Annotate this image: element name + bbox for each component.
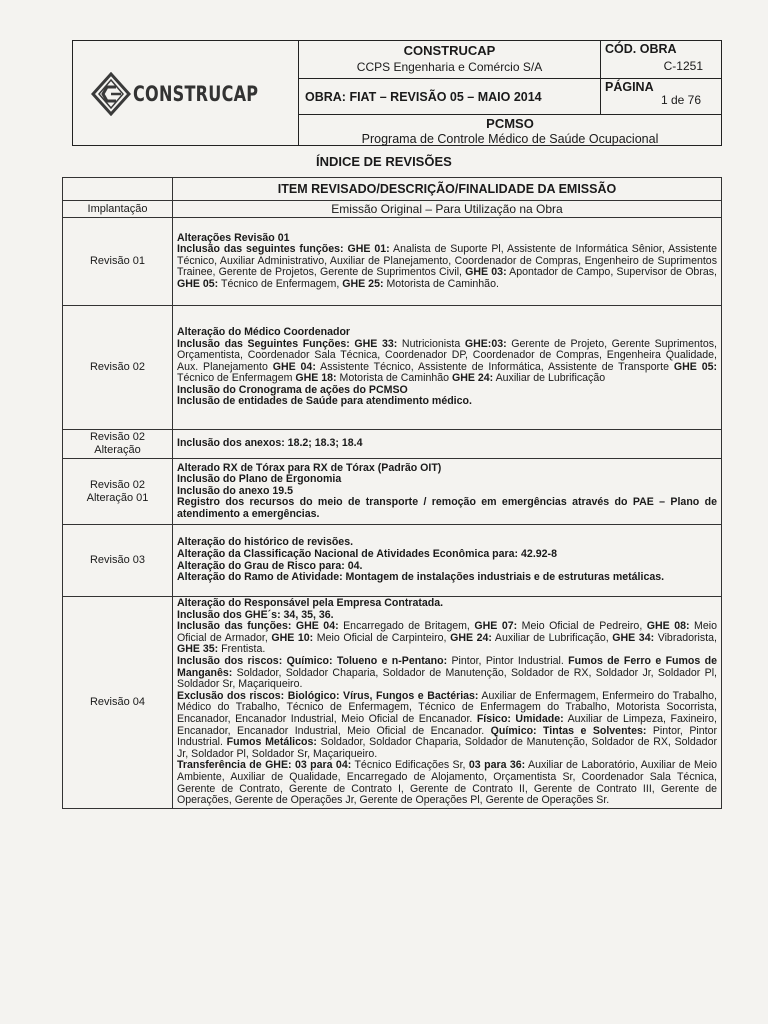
bold-text: GHE 24: (450, 631, 492, 644)
table-row (63, 306, 722, 430)
revisions-table (62, 177, 722, 809)
bold-text: GHE 07: (474, 620, 518, 633)
description-line: Inclusão das seguintes funções: GHE 01: Analista de Suporte Pl, Assistente de Informática Sênior, Assistente Técnico, Auxiliar Administrativo, Auxiliar de Planejamento, Coordenador de Compras, Engenheiro de Suprimentos Trainee, Gerente de Projetos, Gerente de Suprimentos Civil, GHE 03: Apontador de Campo, Supervisor de Obras, GHE 05: Técnico de Enfermagem, GHE 25: Motorista de Caminhão. (177, 243, 717, 290)
bold-text: Inclusão do Cronograma de ações do PCMSO (177, 383, 408, 396)
table-row-implantacao (63, 201, 722, 218)
bold-text: Alteração do Responsável pela Empresa Contratada. (177, 597, 444, 609)
row-label: Implantação (63, 201, 173, 218)
bold-text: Inclusão de entidades de Saúde para atendimento médico. (177, 395, 472, 408)
bold-text: Inclusão das Seguintes Funções: GHE 33: (177, 337, 398, 350)
bold-text: Alteração da Classificação Nacional de Atividades Econômica para: 42.92-8 (177, 547, 557, 560)
description-line: Transferência de GHE: 03 para 04: Técnico Edificações Sr, 03 para 36: Auxiliar de Laboratório, Auxiliar de Meio Ambiente, Auxiliar de Qualidade, Encarregado de Alojamento, Orçamentista Sr, Coordenador Sala Técnica, Gerente de Contrato, Gerente de Contrato I, Gerente de Contrato II, Gerente de Contrato III, Gerente de Operações, Gerente de Operações Jr, Gerente de Operações Pl, Gerente de Operações Sr. (177, 759, 718, 807)
bold-text: Inclusão do anexo 19.5 (177, 484, 293, 497)
doc-code: PCMSO (486, 116, 534, 131)
revision-description (173, 597, 722, 809)
bold-text: Alterado RX de Tórax para RX de Tórax (Padrão OIT) (177, 461, 442, 474)
description-line: Inclusão dos riscos: Químico: Tolueno e n-Pentano: Pintor, Pintor Industrial. Fumos de Ferro e Fumos de Manganês: Soldador, Soldador Chaparia, Soldador de Manutenção, Soldador de RX, Soldador Jr, Soldador Pl, Soldador Sr, Maçariqueiro. (177, 654, 717, 691)
bold-text: Inclusão das seguintes funções: GHE 01: (177, 243, 390, 256)
bold-text: GHE 05: (177, 277, 219, 290)
bold-text: Inclusão dos GHE´s: 34, 35, 36. (177, 608, 334, 621)
revision-description (173, 430, 722, 459)
page-cell (601, 79, 721, 115)
company-full-name: CCPS Engenharia e Comércio S/A (356, 60, 543, 74)
page-number: 1 de 76 (660, 93, 701, 107)
table-row (63, 218, 722, 306)
bold-text: GHE 18: (295, 372, 337, 385)
bold-text: Alteração do Grau de Risco para: 04. (177, 559, 363, 572)
description-line: Inclusão das Seguintes Funções: GHE 33: Nutricionista GHE:03: Gerente de Projeto, Gerente Suprimentos, Orçamentista, Coordenador Sala Técnica, Coordenador DP, Coordenador de Compras, Engenheira Qualidade, Aux. Planejamento GHE 04: Assistente Técnico, Assistente de Informática, Assistente de Transporte GHE 05: Técnico de Enfermagem GHE 18: Motorista de Caminhão GHE 24: Auxiliar de Lubrificação (177, 337, 718, 385)
bold-text: Alteração do Médico Coordenador (177, 325, 351, 338)
bold-text: Inclusão das funções: GHE 04: (177, 620, 339, 633)
revision-label: Revisão 04 (63, 597, 173, 809)
description-line (177, 396, 717, 408)
revision-description (173, 459, 722, 525)
revision-label: Revisão 02 Alteração 01 (63, 459, 173, 525)
table-row (63, 459, 722, 525)
bold-text: Fumos Metálicos: (226, 736, 317, 749)
logo-text: CONSTRUCAP (132, 81, 259, 106)
bold-text: GHE 10: (271, 631, 314, 644)
bold-text: GHE 08: (646, 620, 690, 633)
description-line (177, 438, 717, 450)
bold-text: Químico: Tintas e Solventes: (490, 724, 647, 737)
page-label: PÁGINA (605, 80, 654, 94)
bold-text: Inclusão dos anexos: 18.2; 18.3; 18.4 (177, 437, 363, 450)
description-line: Exclusão dos riscos: Biológico: Vírus, Fungos e Bactérias: Auxiliar de Enfermagem, Enfermeiro do Trabalho, Médico do Trabalho, Técnico de Enfermagem, Técnico de Enfermagem do Trabalho, Motorista Socorrista, Encanador, Encanador Industrial, Meio Oficial de Encanador. Físico: Umidade: Auxiliar de Limpeza, Faxineiro, Encanador, Encanador Industrial, Meio Oficial de Encanador. Químico: Tintas e Solventes: Pintor, Pintor Industrial. Fumos Metálicos: Soldador, Soldador Chaparia, Soldador de Manutenção, Soldador de RX, Soldador Jr, Soldador Pl, Soldador Sr, Maçariqueiro. (177, 689, 717, 760)
revision-label: Revisão 01 (63, 218, 173, 306)
bold-text: GHE 25: (342, 277, 384, 290)
revision-description (173, 218, 722, 306)
cod-obra-cell (601, 41, 721, 79)
bold-text: GHE 04: (272, 360, 316, 373)
table-row (63, 597, 722, 809)
company-logo (91, 72, 280, 116)
description-line: Inclusão das funções: GHE 04: Encarregado de Britagem, GHE 07: Meio Oficial de Pedreiro, GHE 08: Meio Oficial de Armador, GHE 10: Meio Oficial de Carpinteiro, GHE 24: Auxiliar de Lubrificação, GHE 34: Vibradorista, GHE 35: Frentista. (177, 620, 717, 656)
table-header-row (63, 178, 722, 201)
table-header: ITEM REVISADO/DESCRIÇÃO/FINALIDADE DA EMISSÃO (173, 178, 722, 201)
revision-label: Revisão 03 (63, 525, 173, 597)
doc-title-cell (299, 115, 721, 146)
bold-text: Alteração do Ramo de Atividade: Montagem de instalações industriais e de estruturas metálicas. (177, 571, 665, 584)
description-line (177, 572, 717, 584)
logo-cell (73, 41, 299, 146)
bold-text: GHE 03: (465, 266, 507, 279)
revision-description (173, 525, 722, 597)
bold-text: Transferência de GHE: 03 para 04: (177, 759, 352, 772)
construcap-diamond-icon (91, 72, 131, 116)
bold-text: Inclusão dos riscos: Químico: Tolueno e n-Pentano: (177, 654, 448, 667)
index-title: ÍNDICE DE REVISÕES (316, 154, 452, 169)
table-row (63, 430, 722, 459)
bold-text: Alterações Revisão 01 (177, 231, 290, 244)
bold-text: Alteração do histórico de revisões. (177, 536, 354, 549)
table-row (63, 525, 722, 597)
bold-text: Fumos de Ferro e Fumos de Manganês: (177, 654, 717, 679)
company-cell (299, 41, 601, 79)
bold-text: 03 para 36: (468, 759, 526, 772)
description-line (177, 497, 717, 520)
bold-text: Físico: Umidade: (476, 712, 564, 725)
bold-text: Registro dos recursos do meio de transporte / remoção em emergências através do PAE – Plano de atendimento a emergências. (177, 496, 717, 520)
bold-text: GHE 35: (177, 643, 219, 656)
revision-label: Revisão 02 (63, 306, 173, 430)
obra-title: OBRA: FIAT – REVISÃO 05 – MAIO 2014 (305, 90, 542, 104)
cod-obra-label: CÓD. OBRA (605, 42, 677, 56)
bold-text: GHE 24: (452, 372, 494, 385)
bold-text: GHE 34: (612, 631, 655, 644)
header-empty-cell (63, 178, 173, 201)
obra-cell (299, 79, 601, 115)
bold-text: Exclusão dos riscos: Biológico: Vírus, Fungos e Bactérias: (177, 689, 479, 702)
revision-label: Revisão 02 Alteração (63, 430, 173, 459)
doc-title: Programa de Controle Médico de Saúde Ocupacional (361, 132, 659, 146)
bold-text: GHE 05: (673, 360, 718, 373)
row-description: Emissão Original – Para Utilização na Obra (173, 201, 722, 218)
company-name: CONSTRUCAP (403, 43, 496, 58)
cod-obra-value: C-1251 (663, 59, 703, 73)
table-body (63, 201, 722, 809)
document-header (72, 40, 722, 146)
bold-text: Inclusão do Plano de Ergonomia (177, 473, 342, 486)
bold-text: GHE:03: (464, 337, 507, 350)
revision-description (173, 306, 722, 430)
